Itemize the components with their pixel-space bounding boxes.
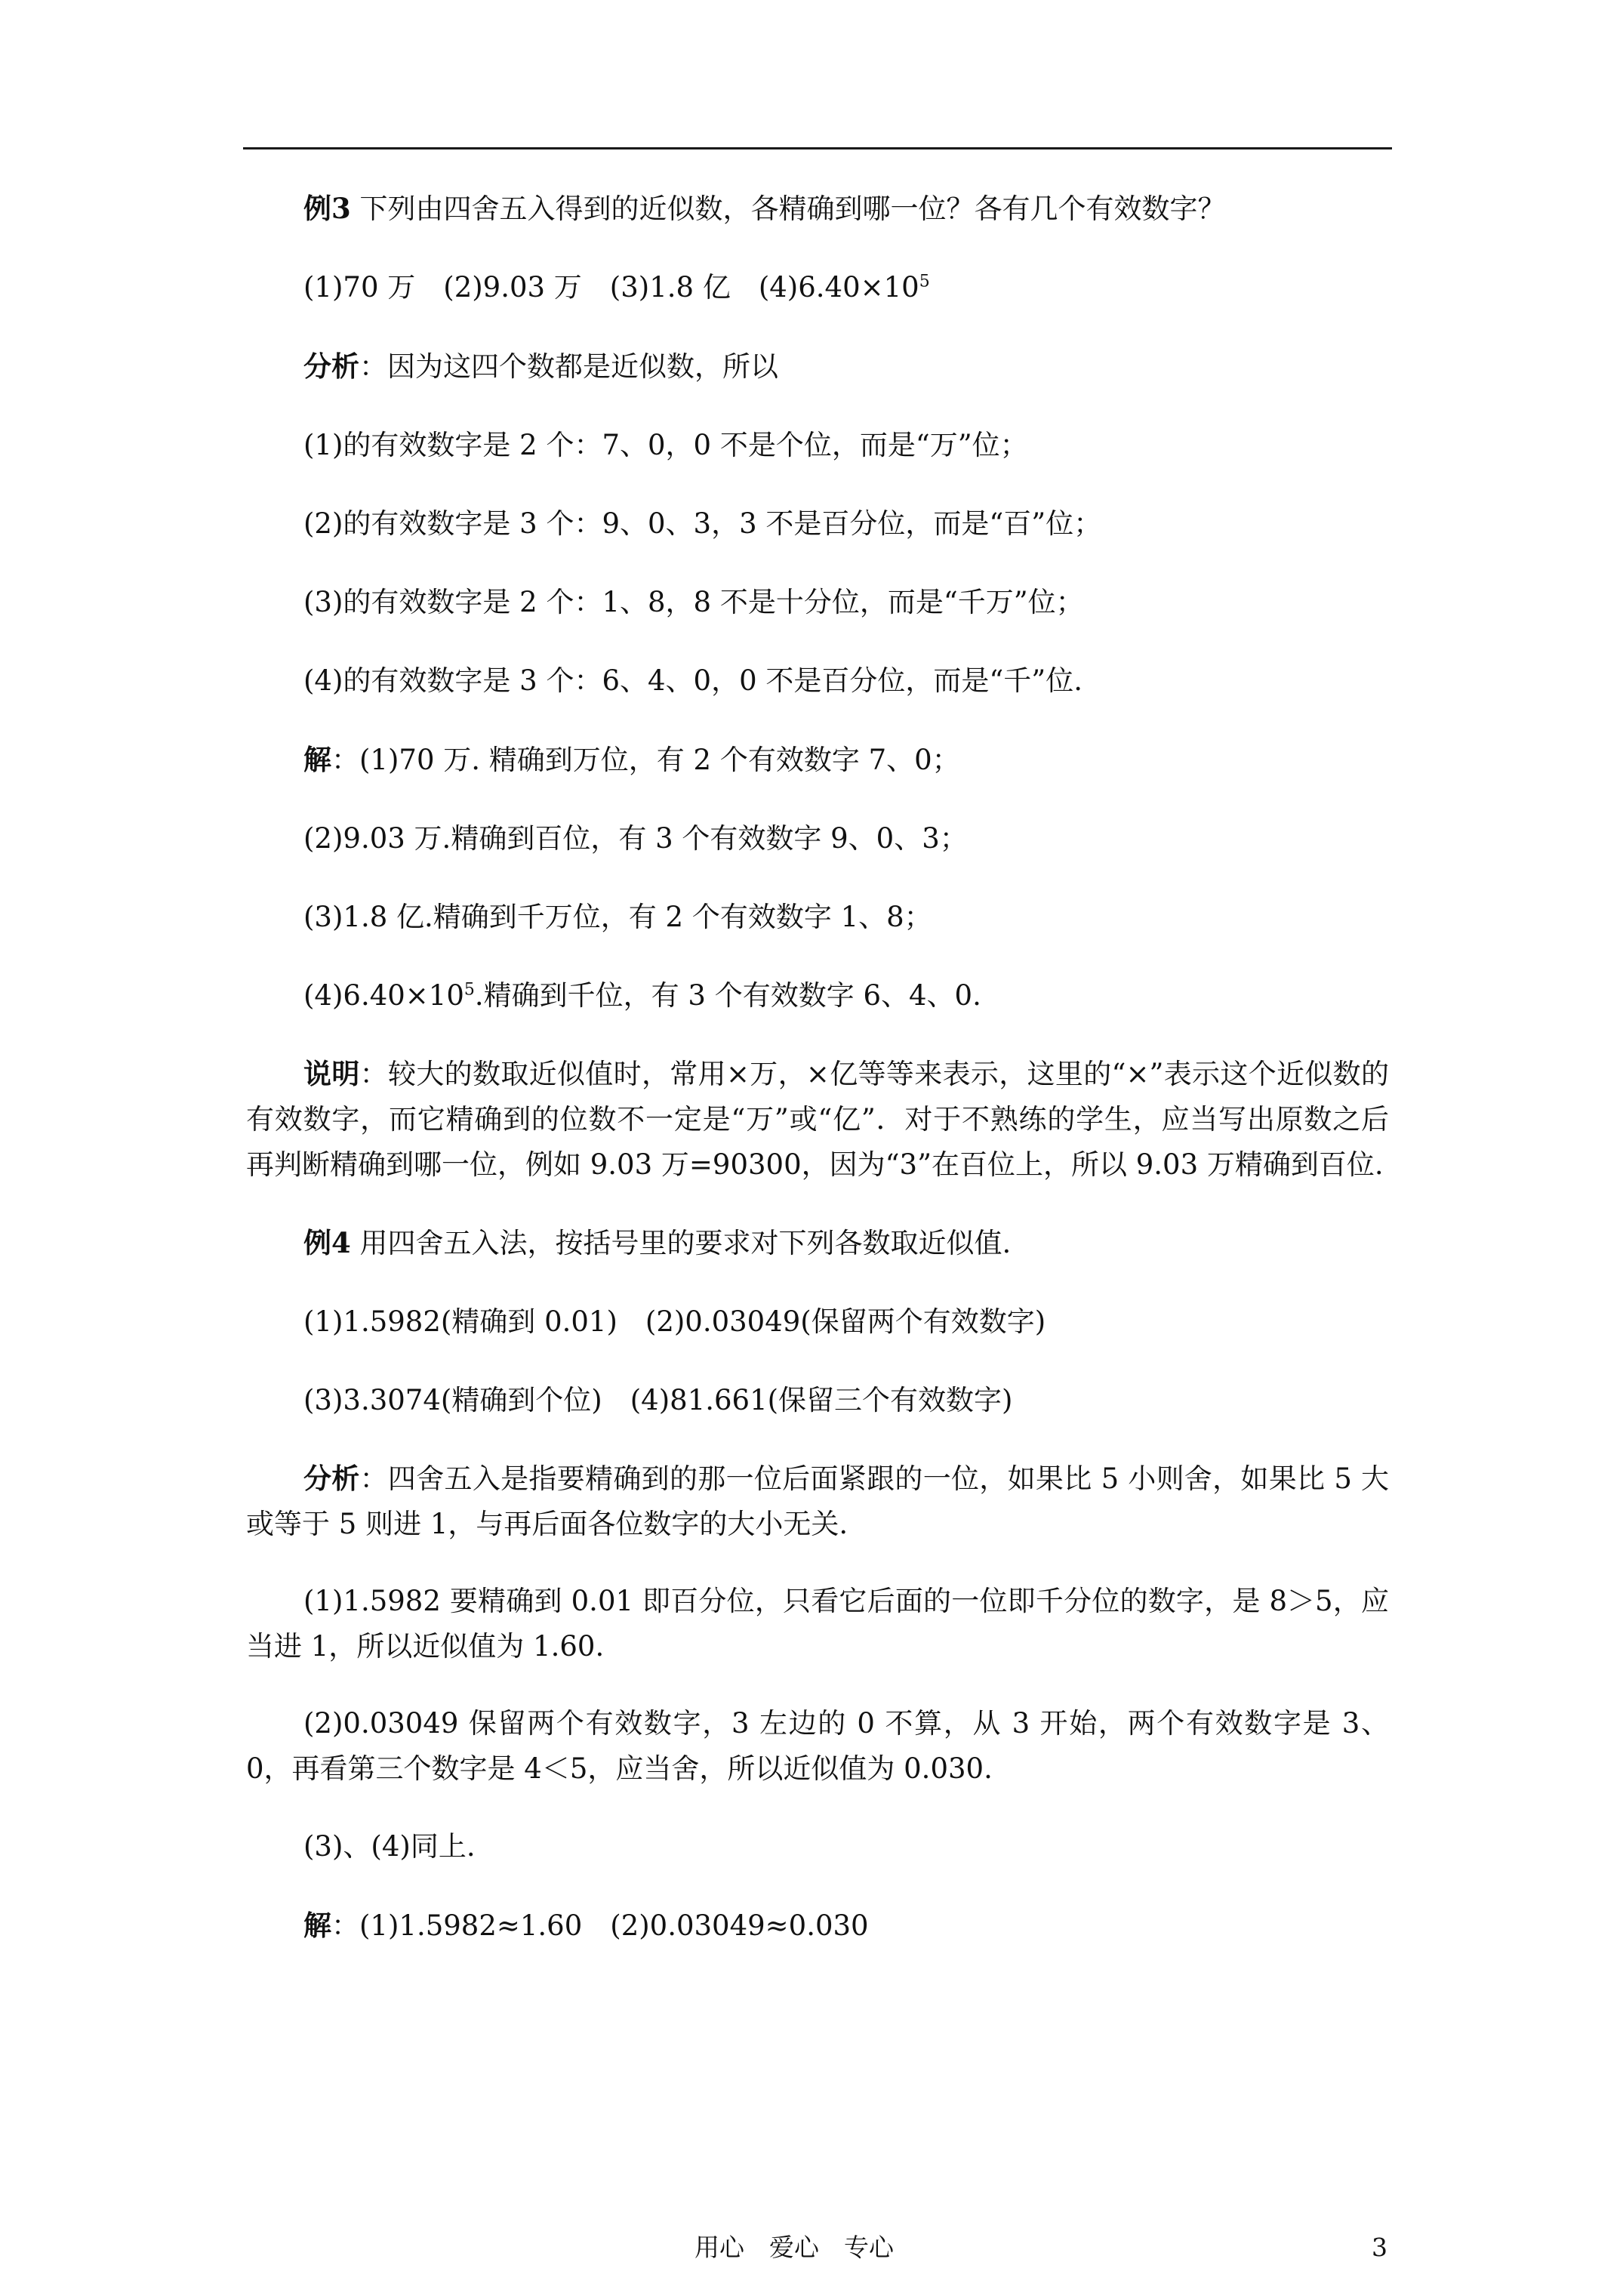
example3-question-text: 下列由四舍五入得到的近似数，各精确到哪一位？各有几个有效数字？	[350, 193, 1226, 225]
document-body	[246, 185, 1389, 1981]
example4-analysis-text: ：四舍五入是指要精确到的那一位后面紧跟的一位，如果比 5 小则舍，如果比 5 大或等于 5 则进 1，与再后面各位数字的大小无关.	[246, 1462, 1389, 1540]
example3-analysis-line: (3)的有效数字是 2 个：1、8，8 不是十分位，而是“千万”位；	[303, 586, 1084, 618]
note-label: 说明	[303, 1057, 360, 1090]
example4-analysis-line: (3)、(4)同上.	[303, 1830, 476, 1863]
example4-analysis	[246, 1456, 1389, 1547]
example3-solution	[246, 736, 1389, 784]
solution4-exponent: 5	[463, 980, 475, 1000]
example3-analysis-line: (4)的有效数字是 3 个：6、4、0，0 不是百分位，而是“千”位.	[303, 664, 1083, 697]
example4-items: (3)3.3074(精确到个位) (4)81.661(保留三个有效数字)	[303, 1384, 1013, 1416]
example4-question-text: 用四舍五入法，按括号里的要求对下列各数取近似值.	[350, 1227, 1012, 1259]
solution4-text: (4)6.40×10	[303, 979, 464, 1012]
example3-label: 例3	[303, 192, 351, 225]
example4-items: (1)1.5982(精确到 0.01) (2)0.03049(保留两个有效数字)	[303, 1305, 1046, 1338]
example4-label: 例4	[303, 1226, 351, 1259]
example4-question	[246, 1219, 1389, 1267]
analysis-label: 分析	[303, 350, 359, 383]
page-number: 3	[1372, 2233, 1387, 2262]
example3-analysis	[246, 343, 1389, 390]
example3-items-exponent: 5	[919, 272, 930, 291]
example3-items	[246, 264, 1389, 311]
example3-solution-line	[246, 972, 1389, 1019]
footer-motto: 用心 爱心 专心	[694, 2233, 894, 2262]
example3-note-text: ：较大的数取近似值时，常用×万，×亿等等来表示，这里的“×”表示这个近似数的有效数字，而它精确到的位数不一定是“万”或“亿”．对于不熟练的学生，应当写出原数之后再判断精确到哪一位，例如 9.03 万=90300，因为“3”在百位上，所以 9.03 万精确到百位.	[246, 1058, 1390, 1181]
example4-analysis-line: (1)1.5982 要精确到 0.01 即百分位，只看它后面的一位即千分位的数字，是 8＞5，应当进 1，所以近似值为 1.60.	[246, 1585, 1389, 1663]
example4-solution-text: ：(1)1.5982≈1.60 (2)0.03049≈0.030	[331, 1909, 869, 1942]
example3-analysis-line: (2)的有效数字是 3 个：9、0、3，3 不是百分位，而是“百”位；	[303, 507, 1102, 540]
example3-solution-line: (2)9.03 万.精确到百位，有 3 个有效数字 9、0、3；	[303, 822, 968, 855]
analysis-label: 分析	[303, 1462, 360, 1495]
example3-analysis-line: (1)的有效数字是 2 个：7、0，0 不是个位，而是“万”位；	[303, 429, 1028, 461]
example3-note	[246, 1051, 1389, 1188]
solution-label: 解	[303, 743, 331, 776]
example3-items-text: (1)70 万 (2)9.03 万 (3)1.8 亿 (4)6.40×10	[303, 271, 919, 304]
example3-solution-line: (3)1.8 亿.精确到千万位，有 2 个有效数字 1、8；	[303, 901, 932, 933]
example3-question	[246, 185, 1389, 233]
solution4-rest: .精确到千位，有 3 个有效数字 6、4、0.	[474, 979, 981, 1012]
example4-analysis-line: (2)0.03049 保留两个有效数字，3 左边的 0 不算，从 3 开始，两个有效数字是 3、0，再看第三个数字是 4＜5，应当舍，所以近似值为 0.030.	[246, 1707, 1389, 1785]
example3-analysis-text: ：因为这四个数都是近似数，所以	[359, 350, 778, 383]
example4-solution	[246, 1902, 1389, 1949]
example3-solution-text: ：(1)70 万. 精确到万位，有 2 个有效数字 7、0；	[331, 744, 960, 776]
solution-label: 解	[303, 1909, 331, 1942]
header-rule	[243, 147, 1392, 149]
